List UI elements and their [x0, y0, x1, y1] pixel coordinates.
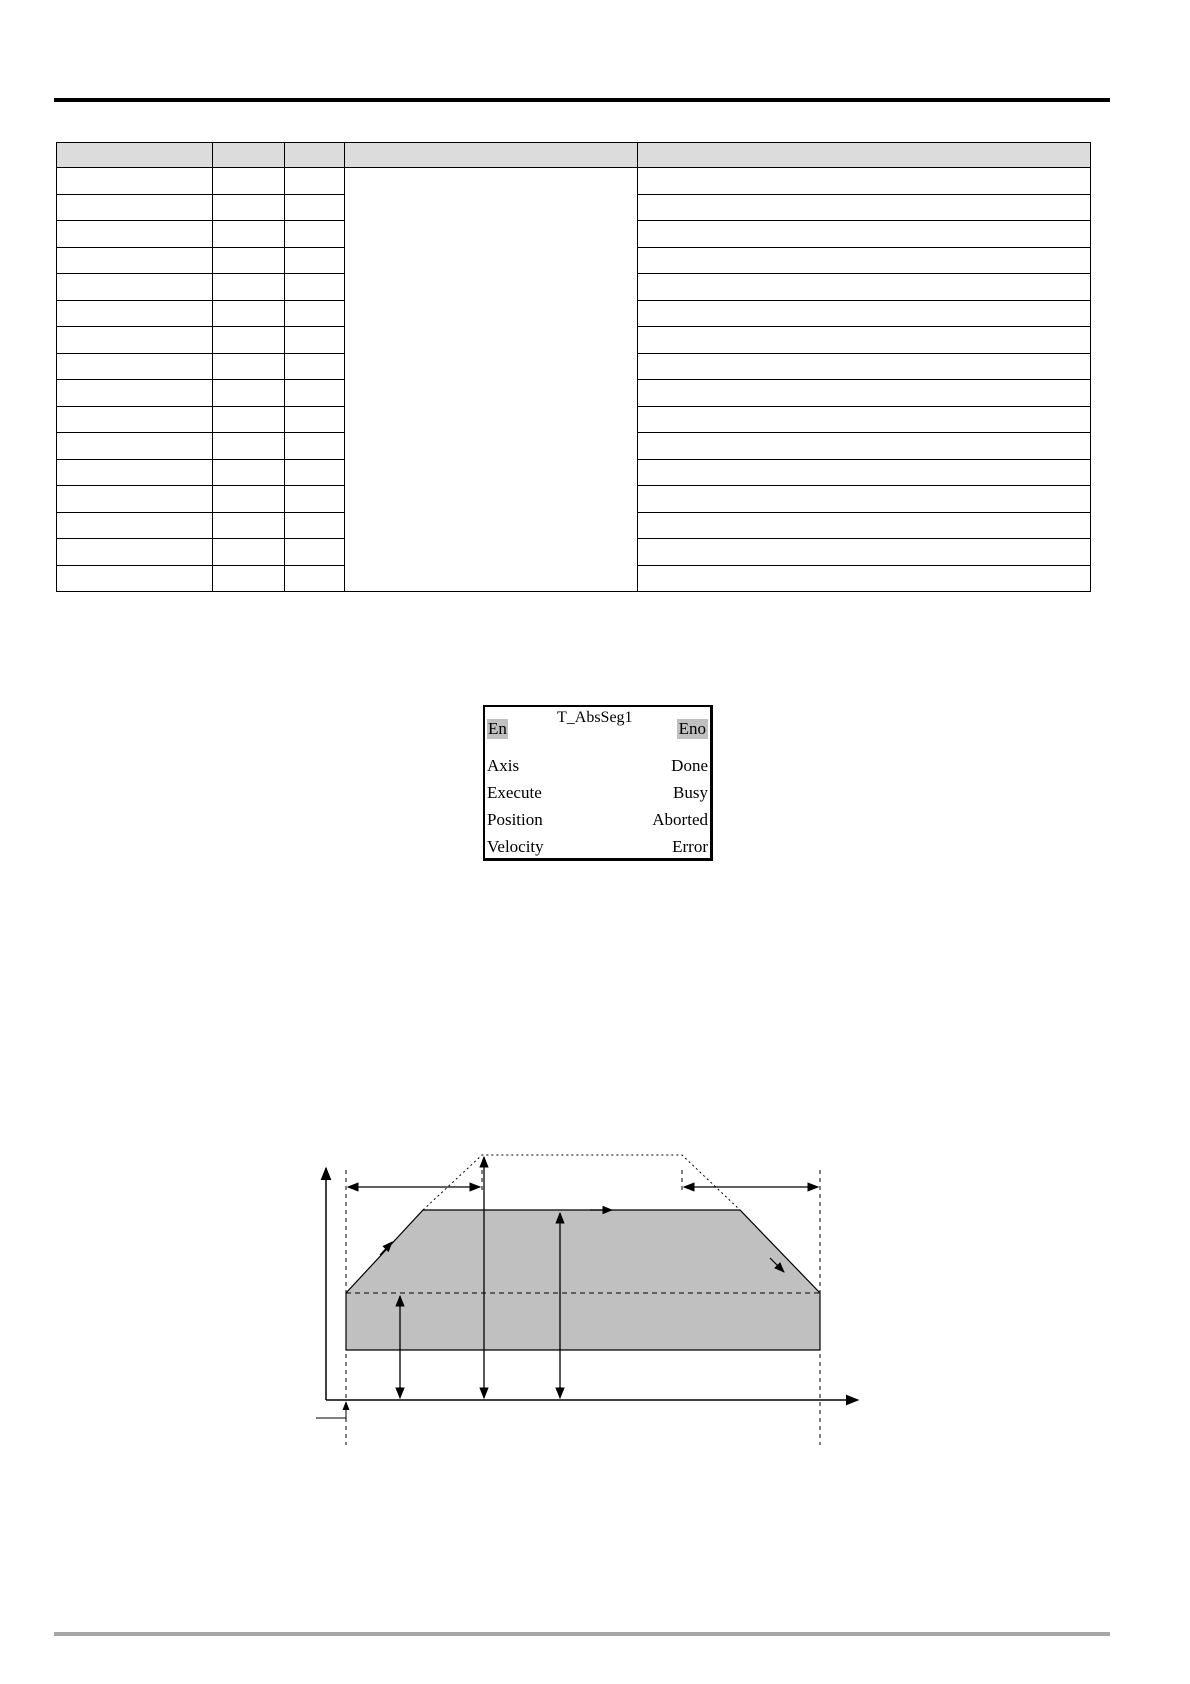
table-cell: [57, 406, 213, 433]
fb-enable-out: Eno: [678, 719, 706, 738]
table-cell: [638, 539, 1091, 566]
table-cell: [638, 274, 1091, 301]
fb-output: Busy: [673, 783, 708, 802]
table-cell: [285, 433, 345, 460]
peak-dotted-outline: [423, 1155, 740, 1210]
table-cell: [57, 433, 213, 460]
fb-input: Axis: [487, 756, 520, 775]
table-cell: [57, 300, 213, 327]
table-cell: [638, 168, 1091, 195]
table-cell: [638, 433, 1091, 460]
footer-rule: [54, 1632, 1110, 1636]
table-row: [57, 168, 1091, 195]
velocity-profile-diagram: [300, 1150, 870, 1450]
table-cell: [345, 168, 638, 592]
table-cell: [285, 194, 345, 221]
table-cell: [213, 168, 285, 195]
table-cell: [638, 486, 1091, 513]
fb-enable-in: En: [488, 719, 507, 738]
table-cell: [285, 247, 345, 274]
table-cell: [57, 512, 213, 539]
header-rule: [54, 98, 1110, 102]
table-cell: [57, 327, 213, 354]
header-cell: [638, 143, 1091, 168]
table-cell: [285, 168, 345, 195]
table-cell: [213, 459, 285, 486]
table-cell: [638, 406, 1091, 433]
table-cell: [638, 300, 1091, 327]
table-cell: [285, 221, 345, 248]
table-cell: [57, 459, 213, 486]
fb-input: Position: [487, 810, 543, 829]
table-cell: [213, 353, 285, 380]
table-cell: [213, 380, 285, 407]
table-cell: [57, 486, 213, 513]
table-cell: [285, 565, 345, 592]
table-cell: [638, 380, 1091, 407]
table-cell: [57, 194, 213, 221]
table-cell: [57, 353, 213, 380]
table-cell: [638, 221, 1091, 248]
fb-input: Velocity: [487, 837, 544, 856]
table-cell: [638, 512, 1091, 539]
table-cell: [638, 565, 1091, 592]
table-cell: [638, 353, 1091, 380]
fb-input: Execute: [487, 783, 542, 802]
table-cell: [285, 539, 345, 566]
table-cell: [57, 565, 213, 592]
start-pointer-line: [316, 1402, 346, 1418]
fb-output: Error: [672, 837, 708, 856]
table-cell: [57, 168, 213, 195]
table-body: [57, 168, 1091, 592]
function-block: [483, 705, 713, 861]
table-cell: [213, 565, 285, 592]
table-cell: [285, 300, 345, 327]
table-cell: [213, 486, 285, 513]
header-cell: [345, 143, 638, 168]
table-cell: [57, 274, 213, 301]
header-cell: [285, 143, 345, 168]
table-cell: [285, 353, 345, 380]
table-cell: [213, 539, 285, 566]
header-cell: [213, 143, 285, 168]
table-cell: [638, 327, 1091, 354]
table-cell: [285, 406, 345, 433]
table-cell: [638, 459, 1091, 486]
table-cell: [285, 327, 345, 354]
table-cell: [213, 433, 285, 460]
fb-instance-name: T_AbsSeg1: [557, 709, 633, 726]
table-cell: [213, 327, 285, 354]
table-cell: [285, 459, 345, 486]
table-cell: [285, 274, 345, 301]
table-cell: [285, 380, 345, 407]
parameter-table: [56, 142, 1091, 592]
header-cell: [57, 143, 213, 168]
table-header-row: [57, 143, 1091, 168]
table-cell: [213, 406, 285, 433]
table-cell: [213, 194, 285, 221]
fb-output: Done: [671, 756, 708, 775]
table-cell: [285, 486, 345, 513]
table-cell: [213, 247, 285, 274]
velocity-area: [346, 1210, 820, 1350]
table-cell: [285, 512, 345, 539]
table-cell: [57, 247, 213, 274]
table-cell: [57, 380, 213, 407]
table-cell: [57, 221, 213, 248]
table-cell: [213, 512, 285, 539]
table-cell: [638, 247, 1091, 274]
table-cell: [213, 274, 285, 301]
table-cell: [57, 539, 213, 566]
table-cell: [213, 300, 285, 327]
fb-output: Aborted: [652, 810, 708, 829]
table-cell: [638, 194, 1091, 221]
table-cell: [213, 221, 285, 248]
